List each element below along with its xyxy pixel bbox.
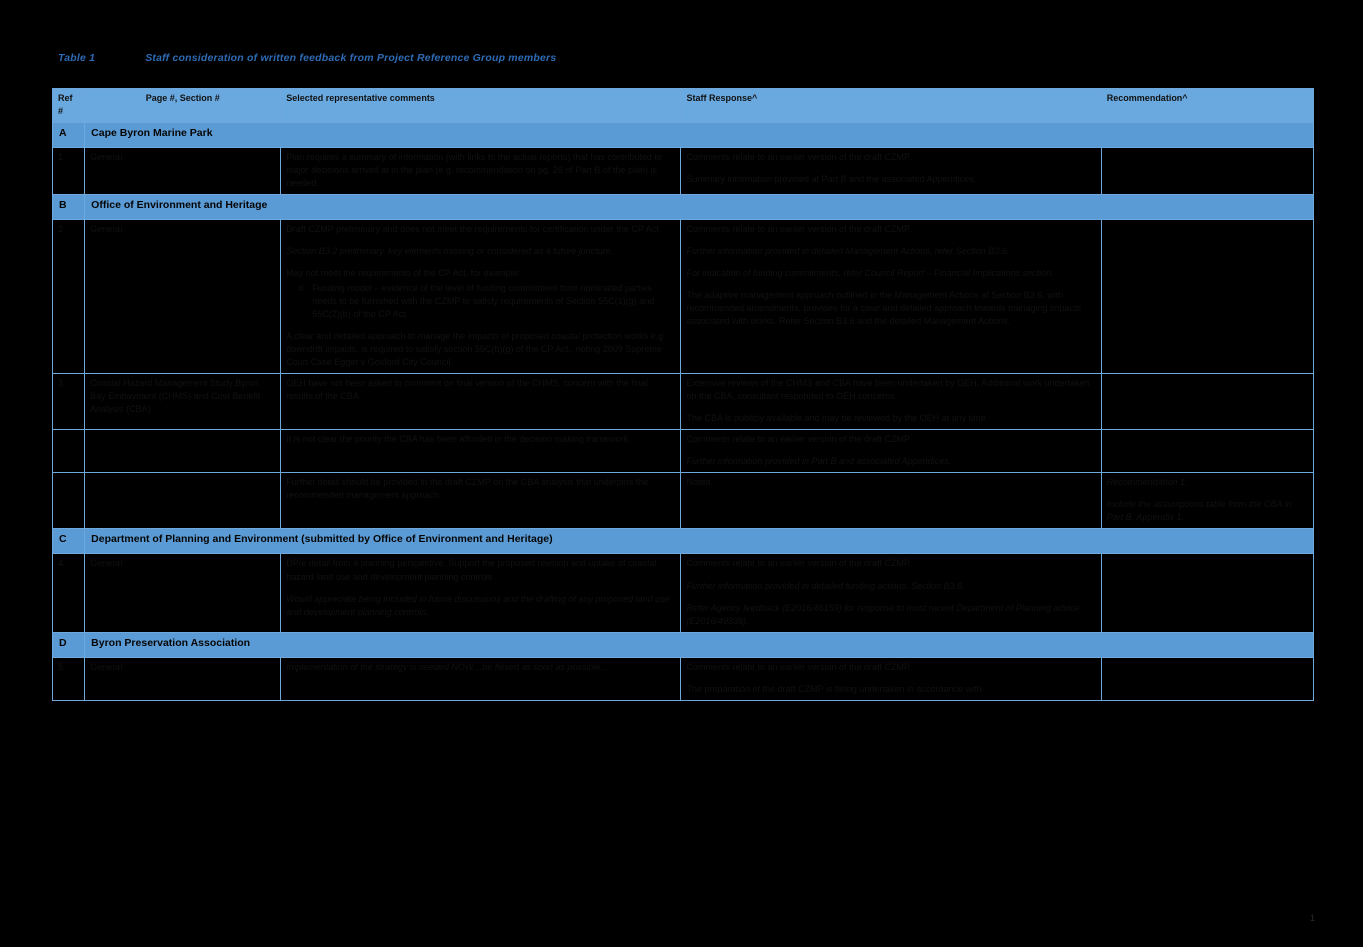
cell-page-section: General <box>85 657 281 700</box>
comment-paragraph: Further detail should be provided in the draft CZMP on the CBA analysis that underpins the recommended management approach. <box>286 477 651 501</box>
table-row <box>53 473 1314 529</box>
section-title: Department of Planning and Environment (submitted by Office of Environment and Heritage) <box>85 529 1314 554</box>
cell-staff-response <box>681 147 1101 194</box>
cell-ref: 3. <box>53 374 85 430</box>
cell-staff-response <box>681 374 1101 430</box>
comment-paragraph: Plan requires a summary of information (with links to the actual reports) that has contributed to major decisions arrived at in the plan (e.g. recommendation on pg. 26 of Part B of the plan) is needed. <box>286 151 665 188</box>
comment-paragraph: A clear and detailed approach to manage the impacts of proposed coastal protection works e.g. downdrift impacts, is required to satisfy section 55C(b)(g) of the CP Act., noting 2009 Supreme Court Case Egger v Gosford City Council. <box>286 330 668 368</box>
staff-response-paragraph: Further information provided in detailed Management Actions, refer Section B3.6. <box>686 245 1010 256</box>
cell-recommendation <box>1101 374 1313 430</box>
cell-comment <box>281 473 681 529</box>
cell-ref: 5. <box>53 657 85 700</box>
section-row <box>53 632 1314 657</box>
cell-comment <box>281 374 681 430</box>
staff-response-paragraph: Comments relate to an earlier version of the draft CZMP. <box>686 661 912 672</box>
column-header-ref: Ref # <box>53 89 85 123</box>
cell-recommendation <box>1101 657 1313 700</box>
staff-response-paragraph: Summary information provided at Part B and the associated Appendices. <box>686 173 977 184</box>
cell-page-section: General <box>85 147 281 194</box>
table-row <box>53 374 1314 430</box>
staff-response-paragraph: Refer Agency feedback (E2016/46159) for response to most recent Department of Planning advice (E2016/49339). <box>686 602 1082 626</box>
cell-comment <box>281 554 681 632</box>
section-letter: A <box>53 122 85 147</box>
cell-ref: 1. <box>53 147 85 194</box>
cell-comment <box>281 430 681 473</box>
section-row <box>53 122 1314 147</box>
comment-paragraph: Draft CZMP preliminary and does not meet the requirements for certification under the CP Act <box>286 223 659 234</box>
cell-ref <box>53 473 85 529</box>
cell-comment <box>281 657 681 700</box>
section-row <box>53 194 1314 219</box>
feedback-table <box>52 88 1314 701</box>
staff-response-paragraph: Comments relate to an earlier version of the draft CZMP. <box>686 223 912 234</box>
cell-comment <box>281 219 681 373</box>
cell-ref: 4. <box>53 554 85 632</box>
column-header-page-section: Page #, Section # <box>85 89 281 123</box>
section-letter: D <box>53 632 85 657</box>
recommendation-paragraph: Recommendation 1: <box>1106 477 1188 488</box>
comment-paragraph: May not meet the requirements of the CP Act, for example: <box>286 267 521 278</box>
cell-recommendation <box>1101 147 1313 194</box>
page-number: 1 <box>1309 913 1315 923</box>
cell-recommendation <box>1101 554 1313 632</box>
staff-response-paragraph: Comments relate to an earlier version of the draft CZMP. <box>686 558 912 569</box>
cell-page-section: General <box>85 219 281 373</box>
cell-page-section <box>85 430 281 473</box>
recommendation-paragraph: Include the assumptions table from the CBA in Part B, Appendix 1. <box>1106 499 1295 523</box>
staff-response-paragraph: Extensive reviews of the CHMS and CBA have been undertaken by OEH. Additional work undertaken on the CBA, consultant responded to OEH concerns. <box>686 378 1093 402</box>
cell-staff-response <box>681 473 1101 529</box>
staff-response-paragraph: Further information provided in Part B and associated Appendices. <box>686 456 952 467</box>
cell-staff-response <box>681 430 1101 473</box>
cell-page-section: Coastal Hazard Management Study Byron Bay Embayment (CHMS) and Cost Benefit Analysis (CBA) <box>85 374 281 430</box>
table-header-row <box>53 89 1314 123</box>
comment-paragraph: Implementation of the strategy is needed NOW…be flexed as soon as possible… <box>286 661 610 672</box>
staff-response-paragraph: Comments relate to an earlier version of the draft CZMP. <box>686 434 912 445</box>
table-caption-label: Table 1 <box>58 52 96 64</box>
comment-paragraph: Section B3.2 preliminary, key elements missing or considered as a future juncture. <box>286 245 614 256</box>
table-row <box>53 657 1314 700</box>
table-row <box>53 554 1314 632</box>
table-caption-text: Staff consideration of written feedback from Project Reference Group members <box>145 52 557 64</box>
cell-recommendation <box>1101 473 1313 529</box>
table-row <box>53 219 1314 373</box>
comment-paragraph: It is not clear the priority the CBA has been afforded in the decision making framework. <box>286 434 631 445</box>
staff-response-paragraph: The CBA is publicly available and may be reviewed by the OEH at any time. <box>686 413 989 424</box>
table-row <box>53 430 1314 473</box>
staff-response-paragraph: For indication of funding commitments, refer Council Report – Financial Implications section. <box>686 267 1054 278</box>
staff-response-paragraph: Further information provided in detailed funding actions, Section B3.6. <box>686 580 965 591</box>
section-title: Byron Preservation Association <box>85 632 1314 657</box>
section-title: Cape Byron Marine Park <box>85 122 1314 147</box>
column-header-staff-response: Staff Response^ <box>681 89 1101 123</box>
section-row <box>53 529 1314 554</box>
table-header <box>53 89 1314 123</box>
section-letter: B <box>53 194 85 219</box>
cell-ref <box>53 430 85 473</box>
comment-paragraph: OEH have not been asked to comment on final version of the CHMS, concern with the final results of the CBA. <box>286 378 651 402</box>
comment-paragraph: o Funding model – evidence of the level of funding commitment from nominated parties needs to be furnished with the CZMP to satisfy requirements of Section 55C(1)(g) and 55C(2)(b) of the CP Act. <box>286 282 675 321</box>
column-header-recommendation: Recommendation^ <box>1101 89 1313 123</box>
comment-paragraph: DP/e detail from a planning perspective. Support the proposed revision and uptake of coastal hazard land use and development planning controls <box>286 558 659 582</box>
staff-response-paragraph: Comments relate to an earlier version of the draft CZMP. <box>686 151 912 162</box>
cell-recommendation <box>1101 219 1313 373</box>
table-row <box>53 147 1314 194</box>
staff-response-paragraph: The adaptive management approach outlined in the Management Actions at Section B3.6, with recommended amendments, provides for a clear and detailed approach towards managing impacts associated with works. Refer Section B3.6 and the detailed Management Actions. <box>686 289 1084 326</box>
cell-ref: 2. <box>53 219 85 373</box>
cell-staff-response <box>681 219 1101 373</box>
cell-staff-response <box>681 657 1101 700</box>
section-letter: C <box>53 529 85 554</box>
section-title: Office of Environment and Heritage <box>85 194 1314 219</box>
cell-page-section: General <box>85 554 281 632</box>
staff-response-paragraph: The preparation of the draft CZMP is being undertaken in accordance with <box>686 683 982 694</box>
cell-page-section <box>85 473 281 529</box>
column-header-comments: Selected representative comments <box>281 89 681 123</box>
staff-response-paragraph: Noted. <box>686 477 713 488</box>
cell-recommendation <box>1101 430 1313 473</box>
cell-staff-response <box>681 554 1101 632</box>
cell-comment <box>281 147 681 194</box>
table-body <box>53 122 1314 700</box>
comment-paragraph: Would appreciate being included in future discussions and the drafting of any proposed land use and development planning controls. <box>286 593 673 617</box>
table-caption <box>58 52 556 64</box>
